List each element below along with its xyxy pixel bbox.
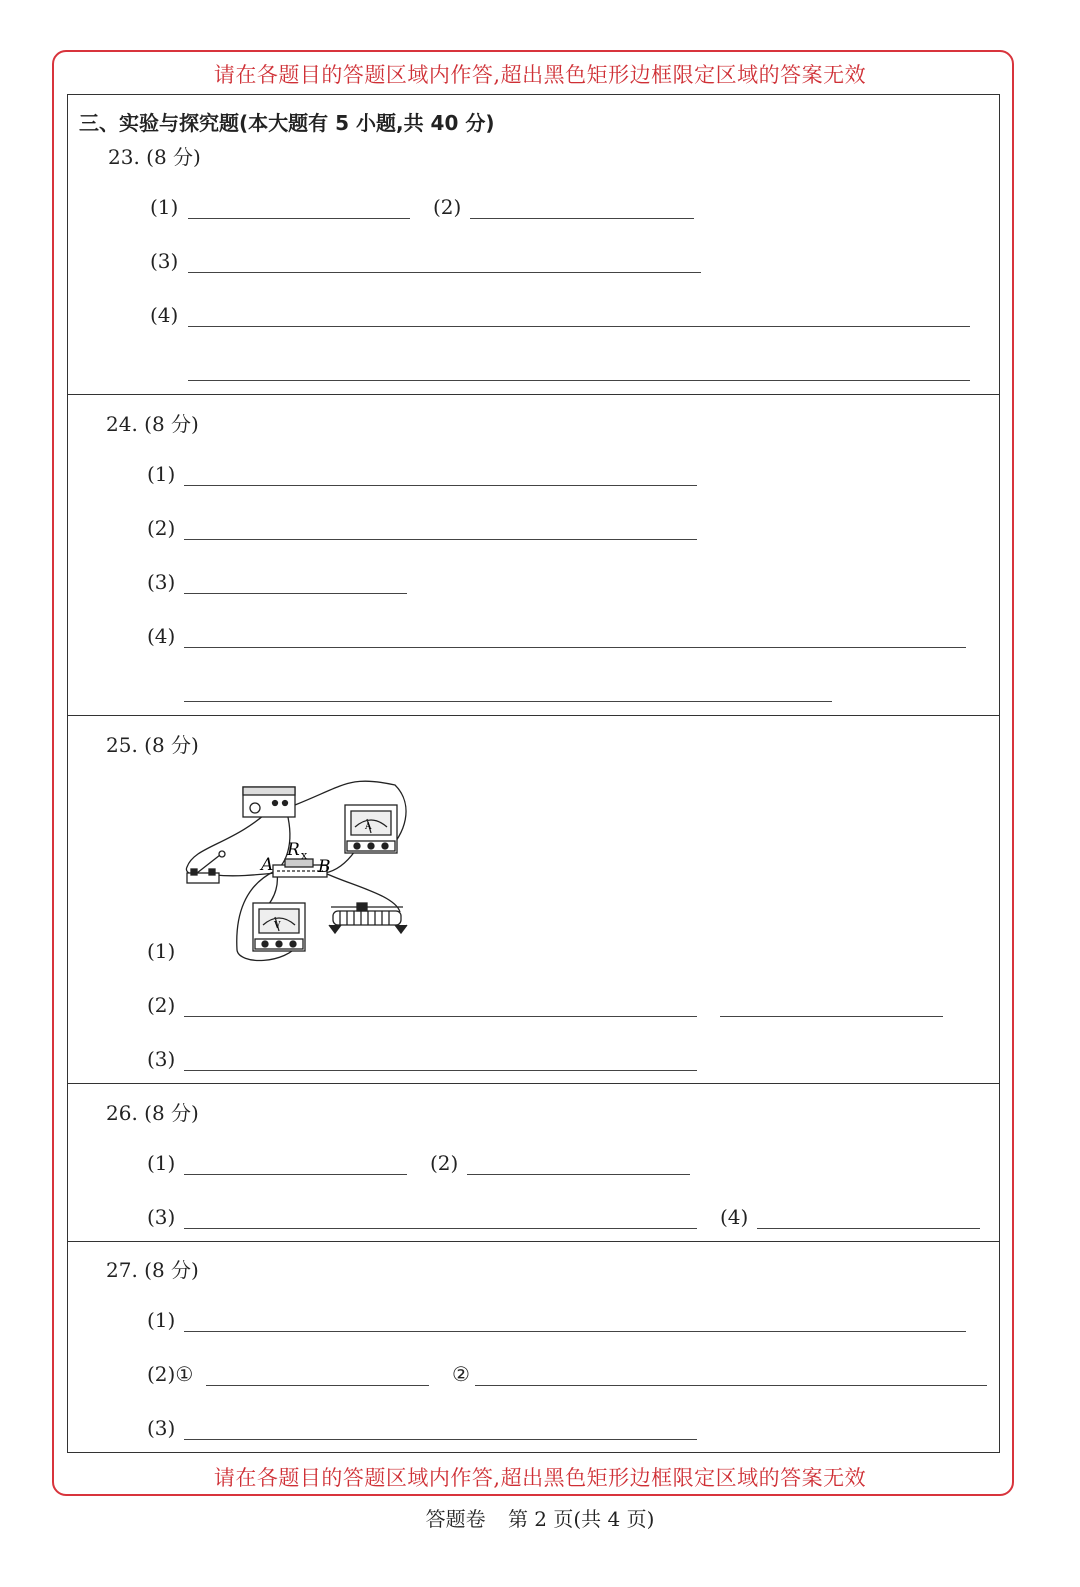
q23-part3-answer-line[interactable] xyxy=(188,272,701,273)
q24-part4-label: (4) xyxy=(147,624,176,648)
terminal-a-label: A xyxy=(261,855,274,875)
q26-part1-answer-line[interactable] xyxy=(184,1174,407,1175)
bottom-notice: 请在各题目的答题区域内作答,超出黑色矩形边框限定区域的答案无效 xyxy=(213,1466,867,1490)
q23-part1-answer-line[interactable] xyxy=(188,218,410,219)
footer-page-number: 第 2 页(共 4 页) xyxy=(507,1507,655,1531)
q27-part3-answer-line[interactable] xyxy=(184,1439,697,1440)
q26-part4-answer-line[interactable] xyxy=(757,1228,980,1229)
question-26-title: 26. (8 分) xyxy=(106,1101,199,1125)
q24-part3-label: (3) xyxy=(147,570,176,594)
q24-part3-answer-line[interactable] xyxy=(184,593,407,594)
q26-part4-label: (4) xyxy=(720,1205,749,1229)
answer-box-frame xyxy=(67,94,1000,1453)
q23-part3-label: (3) xyxy=(150,249,179,273)
q26-part3-label: (3) xyxy=(147,1205,176,1229)
q26-part3-answer-line[interactable] xyxy=(184,1228,697,1229)
question-25-title: 25. (8 分) xyxy=(106,733,199,757)
power-supply xyxy=(243,787,295,817)
q23-part4-label: (4) xyxy=(150,303,179,327)
page-footer xyxy=(0,1503,1080,1532)
q24-part4-answer-line[interactable] xyxy=(184,647,966,648)
q26-part2-label: (2) xyxy=(430,1151,459,1175)
q24-part2-answer-line[interactable] xyxy=(184,539,697,540)
voltmeter-label: V xyxy=(274,921,281,931)
q25-part3-label: (3) xyxy=(147,1047,176,1071)
q27-part1-answer-line[interactable] xyxy=(184,1331,966,1332)
rheostat xyxy=(329,903,407,933)
q27-part1-label: (1) xyxy=(147,1308,176,1332)
q23-part4-answer-line-2[interactable] xyxy=(188,380,970,381)
question-24-title: 24. (8 分) xyxy=(106,412,199,436)
q27-part2a-label: (2)① xyxy=(147,1362,194,1386)
q25-part2-answer-line-2[interactable] xyxy=(720,1016,943,1017)
q27-part2b-label: ② xyxy=(452,1362,470,1386)
question-27-title: 27. (8 分) xyxy=(106,1258,199,1282)
q27-part3-label: (3) xyxy=(147,1416,176,1440)
circuit-diagram-figure xyxy=(175,775,420,970)
q24-part2-label: (2) xyxy=(147,516,176,540)
q27-part2a-answer-line[interactable] xyxy=(206,1385,429,1386)
section-title: 三、实验与探究题(本大题有 5 小题,共 40 分) xyxy=(79,111,495,135)
q27-part2b-answer-line[interactable] xyxy=(475,1385,987,1386)
q24-part1-answer-line[interactable] xyxy=(184,485,697,486)
footer-doc-name: 答题卷 xyxy=(425,1507,486,1531)
q25-part3-answer-line[interactable] xyxy=(184,1070,697,1071)
q23-part4-answer-line[interactable] xyxy=(188,326,970,327)
ammeter-label: A xyxy=(365,822,372,832)
top-notice: 请在各题目的答题区域内作答,超出黑色矩形边框限定区域的答案无效 xyxy=(213,63,867,87)
q26-part1-label: (1) xyxy=(147,1151,176,1175)
divider-26-27 xyxy=(67,1241,1000,1242)
divider-23-24 xyxy=(67,394,1000,395)
q24-part4-answer-line-2[interactable] xyxy=(184,701,832,702)
q25-part2-label: (2) xyxy=(147,993,176,1017)
switch xyxy=(187,851,225,883)
q25-part1-label: (1) xyxy=(147,939,176,963)
terminal-b-label: B xyxy=(318,857,331,877)
divider-24-25 xyxy=(67,715,1000,716)
q23-part1-label: (1) xyxy=(150,195,179,219)
resistor-label: R xyxy=(287,840,300,860)
q24-part1-label: (1) xyxy=(147,462,176,486)
divider-25-26 xyxy=(67,1083,1000,1084)
resistor-subscript: x xyxy=(301,849,308,862)
q26-part2-answer-line[interactable] xyxy=(467,1174,690,1175)
q25-part2-answer-line[interactable] xyxy=(184,1016,697,1017)
q23-part2-label: (2) xyxy=(433,195,462,219)
q23-part2-answer-line[interactable] xyxy=(470,218,694,219)
question-23-title: 23. (8 分) xyxy=(108,145,201,169)
